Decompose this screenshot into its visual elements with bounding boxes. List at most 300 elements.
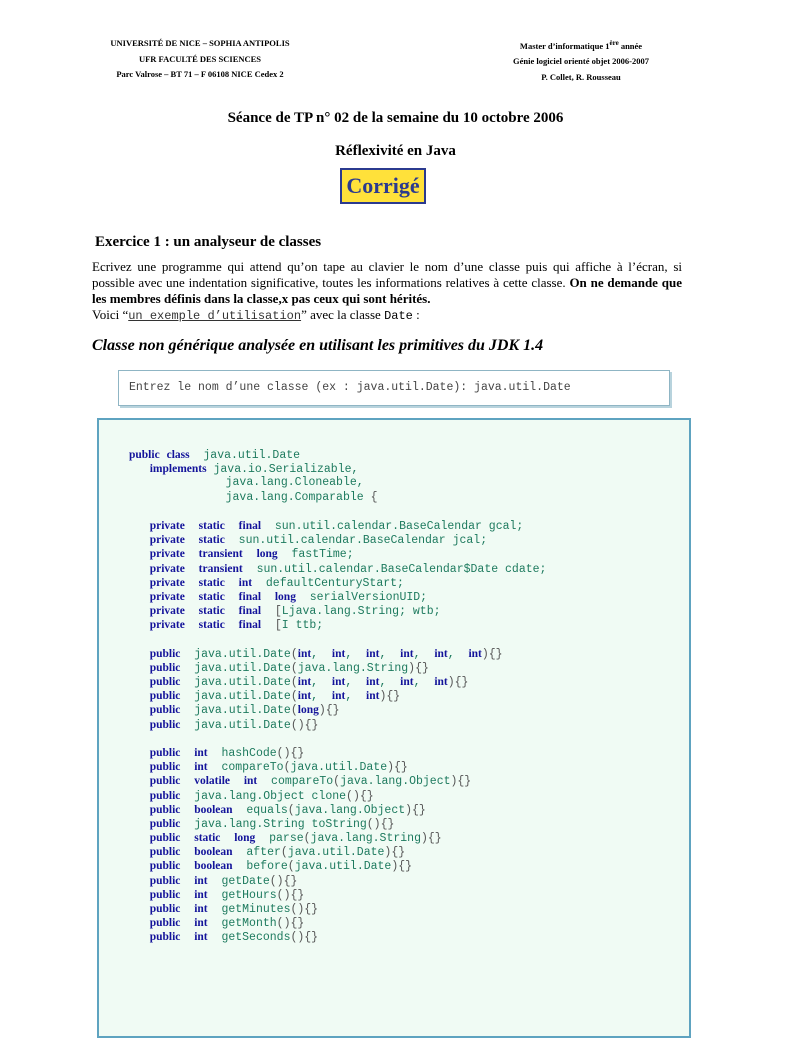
code-token bbox=[129, 875, 150, 888]
code-token: public bbox=[149, 789, 181, 802]
code-token: static bbox=[198, 576, 225, 589]
code-line bbox=[129, 562, 546, 576]
code-token: java.util.Date bbox=[194, 661, 291, 675]
code-line bbox=[129, 774, 546, 788]
code-token bbox=[278, 548, 292, 561]
code-token: sun.util.calendar.BaseCalendar$Date cdate; bbox=[256, 562, 547, 576]
code-line bbox=[129, 675, 546, 689]
code-token: java.lang.Object bbox=[340, 775, 451, 789]
code-line bbox=[129, 916, 546, 930]
code-token: ( bbox=[333, 775, 341, 789]
code-token: public bbox=[149, 860, 181, 873]
code-token: public bbox=[149, 718, 181, 731]
code-token: java.lang.Comparable bbox=[225, 490, 364, 504]
exercise-text: Ecrivez une programme qui attend qu’on tape au clavier le nom d’une classe puis qui affiche à l’écran, si possible avec une indentation significative, toutes les informations relatives à cette classe. On ne demande que les membres définis dans la classe,x pas ceux qui sont hérités. Voici “un exemple d’utilisation” avec la classe Date : bbox=[92, 259, 682, 323]
code-token bbox=[180, 917, 194, 930]
code-token bbox=[180, 747, 194, 760]
code-token: ) bbox=[405, 803, 413, 817]
code-token bbox=[230, 775, 244, 788]
code-token: , bbox=[413, 676, 421, 689]
code-token: int bbox=[194, 874, 208, 887]
code-token bbox=[185, 619, 199, 632]
code-token: , bbox=[447, 647, 455, 661]
code-token: {} bbox=[290, 746, 305, 760]
code-token: final bbox=[238, 619, 262, 632]
code-token: implements bbox=[149, 463, 207, 476]
code-token bbox=[225, 520, 239, 533]
code-token: compareTo bbox=[221, 761, 284, 775]
code-token: {} bbox=[412, 803, 426, 817]
code-token: static bbox=[198, 605, 225, 618]
code-token: {} bbox=[391, 846, 406, 860]
code-token bbox=[208, 875, 222, 888]
code-token: ) bbox=[408, 661, 416, 675]
code-token bbox=[364, 491, 371, 504]
code-token: () bbox=[366, 817, 381, 831]
code-line bbox=[129, 462, 546, 476]
code-token bbox=[180, 761, 194, 774]
code-line bbox=[129, 859, 546, 873]
code-token: public bbox=[149, 917, 181, 930]
code-token bbox=[180, 775, 194, 788]
code-line bbox=[129, 817, 546, 831]
code-token: public bbox=[149, 704, 181, 717]
code-line bbox=[129, 505, 546, 519]
code-token: int bbox=[194, 917, 208, 930]
code-token: java.lang.String bbox=[297, 661, 409, 675]
code-token bbox=[185, 520, 199, 533]
code-token bbox=[180, 719, 194, 732]
code-token bbox=[185, 534, 199, 547]
code-token: parse bbox=[269, 832, 304, 846]
code-token: serialVersionUID; bbox=[309, 590, 428, 604]
code-token: static bbox=[198, 590, 225, 603]
code-token bbox=[233, 860, 247, 873]
code-token: private bbox=[149, 562, 185, 575]
code-token: ( bbox=[287, 860, 295, 874]
code-token bbox=[225, 619, 239, 632]
code-token: {} bbox=[415, 661, 429, 675]
code-token: {} bbox=[394, 761, 408, 775]
code-token: private bbox=[149, 619, 185, 632]
code-token bbox=[129, 563, 150, 576]
code-token bbox=[208, 747, 222, 760]
code-token bbox=[129, 520, 150, 533]
code-token: public bbox=[149, 874, 181, 887]
code-token bbox=[296, 591, 310, 604]
code-token: () bbox=[276, 888, 291, 902]
code-token: getSeconds bbox=[221, 931, 291, 945]
code-token bbox=[255, 832, 269, 845]
code-token: {} bbox=[380, 817, 395, 831]
code-line bbox=[129, 732, 546, 746]
code-token: , bbox=[345, 676, 353, 689]
code-token bbox=[129, 790, 150, 803]
code-token: class bbox=[166, 449, 190, 461]
code-token: () bbox=[346, 789, 360, 803]
code-token: {} bbox=[386, 690, 401, 704]
code-token: ( bbox=[283, 761, 291, 775]
code-token bbox=[261, 591, 275, 604]
code-token: int bbox=[366, 690, 380, 703]
code-token: public bbox=[129, 449, 160, 461]
code-token: java.util.Date bbox=[194, 647, 291, 661]
code-token bbox=[129, 605, 150, 618]
code-token: long bbox=[234, 832, 256, 845]
code-token bbox=[180, 804, 194, 817]
code-token bbox=[352, 676, 366, 689]
code-token: private bbox=[149, 590, 185, 603]
code-token: int bbox=[331, 676, 346, 688]
course-level: Master d’informatique 1ère année bbox=[519, 39, 643, 51]
code-line bbox=[129, 491, 546, 505]
code-token: {} bbox=[359, 789, 374, 803]
code-token: static bbox=[194, 832, 221, 845]
code-token bbox=[233, 804, 247, 817]
code-token: ) bbox=[420, 832, 428, 846]
code-token: , bbox=[345, 690, 353, 704]
code-listing bbox=[129, 448, 546, 945]
code-token: { bbox=[370, 490, 378, 504]
code-token: int bbox=[400, 676, 414, 688]
code-token: ( bbox=[290, 690, 298, 704]
code-line bbox=[129, 902, 546, 916]
code-token bbox=[160, 449, 167, 462]
code-token: () bbox=[276, 917, 291, 931]
code-line bbox=[129, 703, 546, 717]
code-token: getDate bbox=[221, 874, 270, 888]
course-name: Génie logiciel orienté objet 2006-2007 bbox=[513, 56, 649, 67]
code-token: int bbox=[400, 647, 414, 660]
code-token bbox=[208, 917, 222, 930]
code-token: java.util.Date bbox=[287, 846, 385, 860]
code-line bbox=[129, 689, 546, 703]
code-token: ( bbox=[290, 647, 298, 661]
page-title: Séance de TP n° 02 de la semaine du 10 octobre 2006 bbox=[227, 110, 564, 126]
code-line bbox=[129, 874, 546, 888]
address: Parc Valrose – BT 71 – F 06108 NICE Cedex 2 bbox=[116, 69, 284, 79]
code-token bbox=[129, 476, 226, 489]
page-subtitle: Réflexivité en Java bbox=[335, 143, 456, 159]
authors: P. Collet, R. Rousseau bbox=[541, 71, 621, 82]
code-token bbox=[190, 449, 204, 462]
code-token: public bbox=[149, 661, 181, 674]
code-token: {} bbox=[454, 676, 469, 689]
code-token: , bbox=[311, 676, 319, 689]
code-token bbox=[185, 605, 199, 618]
code-token: public bbox=[149, 817, 181, 830]
code-token: ) bbox=[384, 846, 392, 860]
code-token: public bbox=[149, 832, 181, 845]
code-token: [ bbox=[274, 605, 282, 619]
code-token bbox=[180, 931, 194, 944]
code-token: volatile bbox=[194, 775, 230, 788]
code-token bbox=[129, 463, 150, 476]
code-token bbox=[180, 832, 194, 845]
code-token: () bbox=[290, 903, 305, 916]
code-token: int bbox=[194, 888, 208, 901]
code-token: ) bbox=[391, 860, 399, 874]
code-token: java.util.Date bbox=[203, 449, 301, 462]
code-token bbox=[129, 704, 150, 717]
code-token: {} bbox=[427, 832, 442, 846]
code-token: [ bbox=[274, 619, 282, 633]
code-token: final bbox=[238, 605, 262, 618]
code-token bbox=[185, 563, 199, 576]
code-token bbox=[225, 591, 239, 604]
code-token bbox=[180, 860, 194, 873]
code-token: {} bbox=[325, 704, 340, 718]
code-token: ) bbox=[481, 647, 489, 661]
header-right bbox=[471, 36, 691, 85]
code-token bbox=[129, 690, 150, 703]
code-token bbox=[220, 832, 234, 845]
code-token bbox=[129, 548, 150, 561]
code-token bbox=[129, 903, 150, 916]
code-line bbox=[129, 519, 546, 533]
code-line bbox=[129, 576, 546, 590]
code-token bbox=[455, 648, 469, 661]
code-token: {} bbox=[283, 874, 298, 888]
code-token: long bbox=[297, 704, 319, 717]
code-token bbox=[129, 804, 150, 817]
code-token: final bbox=[238, 519, 262, 532]
code-line bbox=[129, 888, 546, 902]
code-line bbox=[129, 930, 546, 944]
code-token bbox=[208, 931, 222, 944]
code-token: static bbox=[198, 534, 225, 547]
code-token: fastTime; bbox=[291, 548, 354, 562]
code-token: public bbox=[149, 846, 181, 859]
code-token bbox=[208, 903, 222, 916]
code-token: int bbox=[194, 761, 208, 774]
code-token bbox=[352, 648, 366, 661]
code-token: boolean bbox=[194, 860, 233, 873]
code-token: , bbox=[311, 690, 319, 704]
code-token bbox=[225, 605, 239, 618]
code-token: int bbox=[366, 647, 380, 660]
code-token bbox=[180, 662, 194, 675]
code-line bbox=[129, 789, 546, 803]
code-token: int bbox=[243, 775, 258, 788]
code-token: ) bbox=[318, 704, 326, 718]
code-line bbox=[129, 845, 546, 859]
code-token bbox=[318, 690, 332, 703]
code-token bbox=[252, 577, 266, 590]
code-token: final bbox=[238, 590, 262, 603]
code-token: boolean bbox=[194, 803, 233, 816]
code-token: int bbox=[297, 690, 312, 703]
code-line bbox=[129, 533, 546, 547]
code-token: private bbox=[149, 576, 185, 589]
code-token: equals bbox=[246, 803, 288, 817]
code-token: private bbox=[149, 519, 185, 532]
code-token bbox=[129, 534, 150, 547]
code-token bbox=[129, 662, 150, 675]
code-token bbox=[208, 761, 222, 774]
exercise-title: Exercice 1 : un analyseur de classes bbox=[95, 234, 322, 250]
university-name: UNIVERSITÉ DE NICE – SOPHIA ANTIPOLIS bbox=[110, 38, 290, 48]
code-token bbox=[129, 931, 150, 944]
code-token: private bbox=[149, 548, 185, 561]
code-token: ( bbox=[290, 676, 298, 689]
code-line bbox=[129, 803, 546, 817]
code-token bbox=[421, 676, 435, 689]
code-token bbox=[208, 889, 222, 902]
code-token bbox=[421, 648, 435, 661]
code-token: public bbox=[149, 647, 181, 660]
code-token bbox=[180, 903, 194, 916]
code-token: {} bbox=[457, 775, 472, 789]
code-line bbox=[129, 746, 546, 760]
example-link: un exemple d’utilisation bbox=[128, 309, 302, 323]
code-token: () bbox=[276, 746, 291, 760]
code-token: ) bbox=[379, 690, 387, 704]
code-token: getHours bbox=[221, 888, 277, 902]
code-token bbox=[386, 648, 400, 661]
code-token: java.lang.Cloneable, bbox=[225, 476, 364, 490]
faculty-name: UFR FACULTÉ DES SCIENCES bbox=[138, 53, 262, 64]
code-token bbox=[180, 690, 194, 703]
code-token: int bbox=[194, 931, 208, 944]
code-token bbox=[261, 605, 275, 618]
code-token bbox=[129, 619, 150, 632]
code-token bbox=[180, 846, 194, 859]
code-token bbox=[180, 875, 194, 888]
code-token bbox=[225, 534, 239, 547]
code-token bbox=[180, 648, 194, 661]
code-token bbox=[180, 889, 194, 902]
code-token: int bbox=[434, 676, 448, 688]
code-token bbox=[185, 577, 199, 590]
code-token bbox=[129, 860, 150, 873]
code-line bbox=[129, 661, 546, 675]
code-token: java.lang.Object clone bbox=[194, 789, 347, 803]
code-token: static bbox=[198, 519, 225, 532]
code-token: public bbox=[149, 903, 181, 915]
code-token: public bbox=[149, 803, 181, 816]
code-token: ( bbox=[303, 832, 311, 846]
code-line bbox=[129, 760, 546, 774]
code-token: transient bbox=[198, 562, 243, 575]
code-token: int bbox=[297, 676, 312, 688]
code-token: defaultCenturyStart; bbox=[265, 576, 404, 590]
code-token bbox=[129, 917, 150, 930]
code-token: java.util.Date bbox=[194, 690, 291, 704]
code-token bbox=[318, 676, 332, 689]
code-line bbox=[129, 632, 546, 646]
code-token: () bbox=[290, 718, 305, 732]
code-token: , bbox=[345, 647, 353, 661]
code-token: {} bbox=[290, 888, 305, 902]
code-token: java.lang.String bbox=[310, 832, 421, 846]
code-token bbox=[180, 790, 194, 803]
code-token: transient bbox=[198, 548, 243, 561]
code-token bbox=[180, 818, 194, 831]
code-token bbox=[243, 563, 257, 576]
code-token bbox=[257, 775, 271, 788]
code-token: long bbox=[256, 548, 278, 561]
section-title: Classe non générique analysée en utilisant les primitives du JDK 1.4 bbox=[92, 337, 544, 354]
code-token: Ljava.lang.String; wtb; bbox=[281, 605, 441, 619]
code-token: before bbox=[246, 860, 288, 874]
code-token: {} bbox=[290, 917, 305, 931]
code-token: public bbox=[149, 931, 181, 944]
code-token: int bbox=[194, 903, 208, 915]
code-token bbox=[352, 690, 366, 703]
header-left bbox=[100, 36, 300, 83]
code-token: int bbox=[331, 647, 346, 660]
code-token: int bbox=[238, 576, 253, 589]
code-token: , bbox=[379, 676, 387, 689]
code-token: int bbox=[468, 647, 482, 660]
corrige-badge: Corrigé bbox=[340, 168, 426, 204]
code-token bbox=[129, 761, 150, 774]
code-token: int bbox=[434, 647, 448, 660]
code-token: private bbox=[149, 605, 185, 618]
code-token bbox=[225, 577, 239, 590]
code-token: java.lang.Object bbox=[294, 803, 406, 817]
code-token: public bbox=[149, 746, 181, 759]
code-token: () bbox=[269, 874, 284, 888]
code-line bbox=[129, 448, 546, 462]
code-token: public bbox=[149, 690, 181, 703]
code-line bbox=[129, 647, 546, 661]
code-token: hashCode bbox=[221, 746, 277, 760]
code-token bbox=[129, 577, 150, 590]
code-token: int bbox=[366, 676, 380, 688]
code-token: sun.util.calendar.BaseCalendar jcal; bbox=[238, 534, 488, 548]
code-token bbox=[261, 619, 275, 632]
code-token: , bbox=[311, 647, 319, 661]
code-token: getMonth bbox=[221, 917, 277, 931]
code-token: public bbox=[149, 676, 181, 688]
code-token: ( bbox=[290, 704, 298, 718]
code-token bbox=[129, 719, 150, 732]
code-line bbox=[129, 618, 546, 632]
code-token: after bbox=[246, 846, 281, 860]
code-token: ( bbox=[290, 661, 298, 675]
code-token: java.util.Date bbox=[194, 718, 291, 732]
code-token bbox=[129, 591, 150, 604]
code-token: public bbox=[149, 888, 181, 901]
code-token bbox=[185, 548, 199, 561]
code-token: java.io.Serializable, bbox=[213, 463, 359, 477]
code-token: {} bbox=[304, 903, 319, 916]
code-token bbox=[129, 889, 150, 902]
code-token: java.lang.String toString bbox=[194, 817, 367, 831]
code-token: java.util.Date bbox=[194, 676, 291, 689]
code-token bbox=[318, 648, 332, 661]
code-token bbox=[386, 676, 400, 689]
code-token bbox=[180, 676, 194, 689]
code-token bbox=[243, 548, 257, 561]
code-token: public bbox=[149, 761, 181, 774]
code-token: ( bbox=[280, 846, 288, 860]
code-line bbox=[129, 590, 546, 604]
code-token bbox=[233, 846, 247, 859]
code-token: {} bbox=[304, 931, 319, 945]
code-token: static bbox=[198, 619, 225, 632]
code-token: long bbox=[274, 590, 296, 603]
code-token: {} bbox=[304, 718, 319, 732]
code-line bbox=[129, 604, 546, 618]
code-token bbox=[129, 832, 150, 845]
code-token: {} bbox=[488, 647, 503, 661]
code-token: int bbox=[194, 746, 208, 759]
code-token bbox=[129, 491, 226, 504]
code-token: int bbox=[297, 647, 312, 660]
